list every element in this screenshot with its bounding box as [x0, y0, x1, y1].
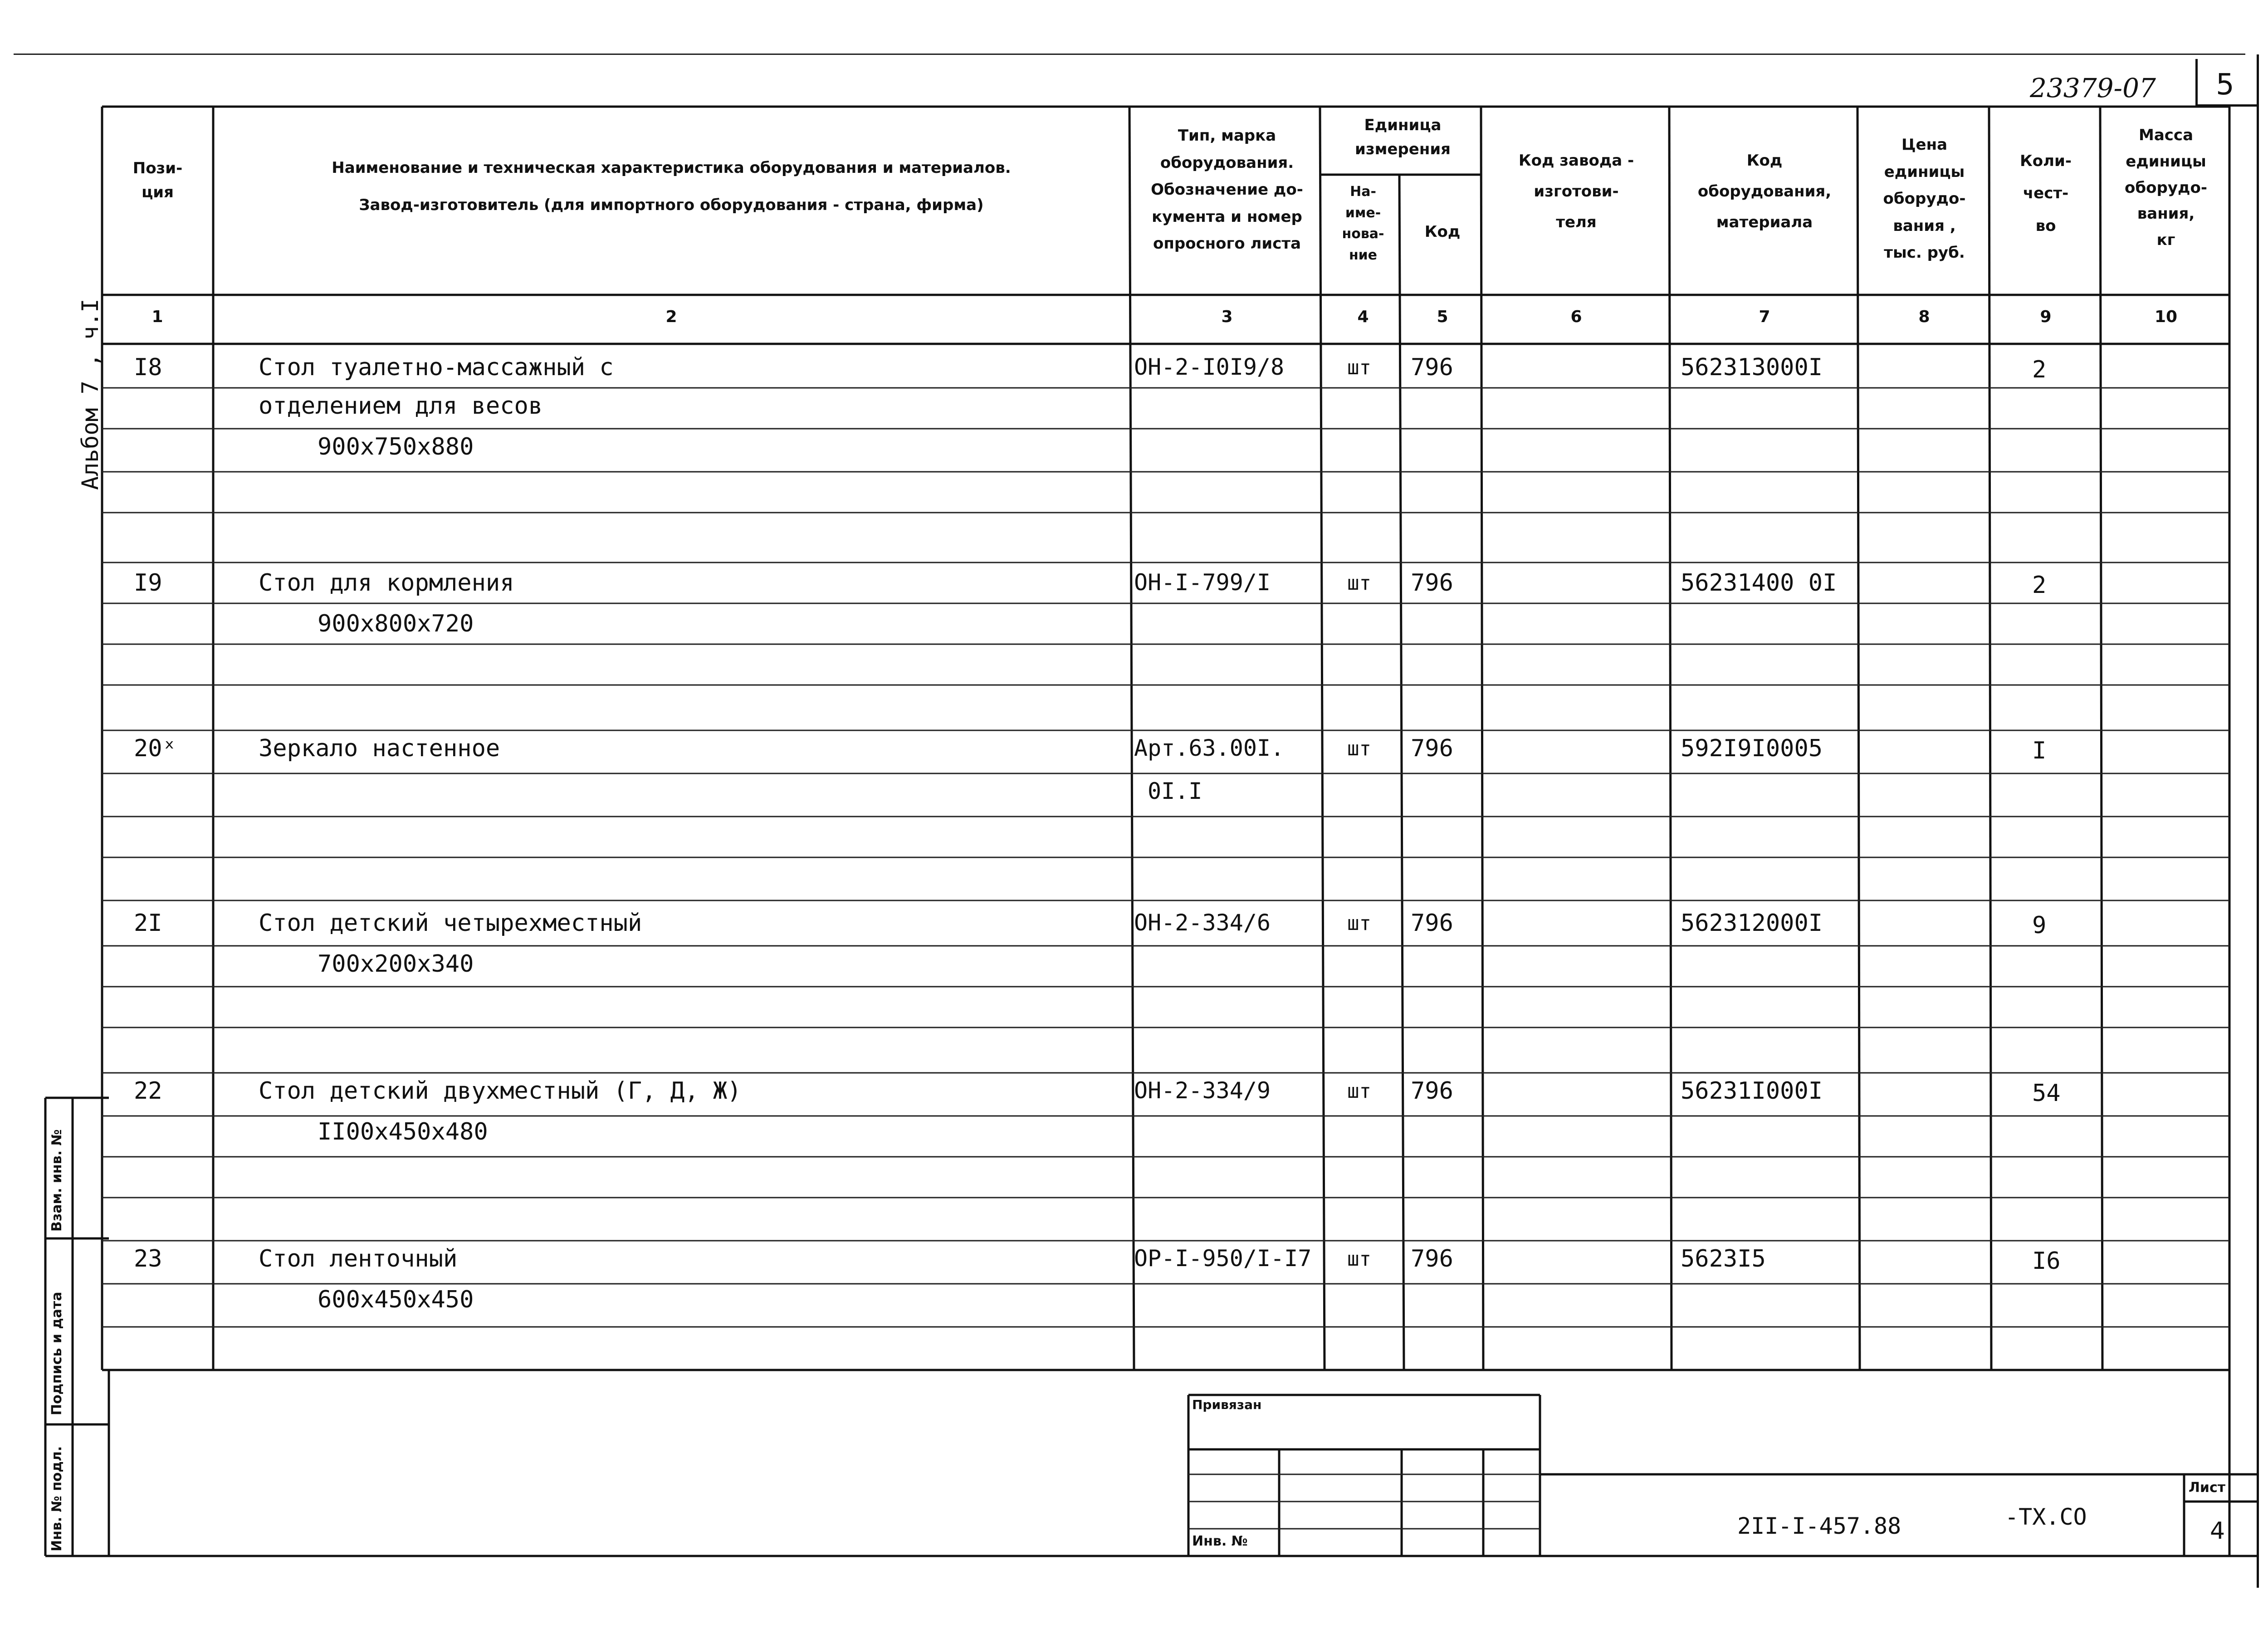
- item-position: 2I: [134, 910, 162, 937]
- item-position: 20ˣ: [134, 735, 176, 762]
- sheet-number: 4: [2210, 1517, 2225, 1545]
- column-number: 10: [2154, 308, 2178, 326]
- item-type: ОР-I-950/I-I7: [1134, 1245, 1312, 1272]
- unit-group-header: Единица измерения: [1355, 116, 1451, 158]
- item-name: Стол детский двухместный (Г, Д, Ж): [259, 1077, 742, 1105]
- column-number: 6: [1570, 308, 1582, 326]
- column-number: 7: [1759, 308, 1770, 326]
- item-unit-code: 796: [1411, 910, 1453, 937]
- binding-title: Привязан: [1192, 1397, 1262, 1412]
- item-type: ОН-2-I0I9/8: [1134, 354, 1285, 380]
- item-equipment-code: 562312000I: [1681, 910, 1823, 937]
- item-unit: шт: [1347, 572, 1371, 595]
- item-unit: шт: [1347, 737, 1371, 760]
- item-name: Стол для кормления: [259, 569, 514, 597]
- item-unit: шт: [1347, 912, 1371, 935]
- doc-suffix: -ТХ.СО: [2005, 1504, 2087, 1530]
- item-unit: шт: [1347, 1080, 1371, 1103]
- column-number: 3: [1221, 308, 1233, 326]
- column-number: 1: [152, 308, 163, 326]
- item-type-line2: 0I.I: [1148, 778, 1202, 804]
- item-unit: шт: [1347, 356, 1371, 379]
- col-header-2: Наименование и техническая характеристика оборудования и материалов. Завод-изготовитель (для импортного оборудования - страна, фирма): [332, 159, 1011, 214]
- item-dimensions: 900х800х720: [318, 610, 474, 637]
- item-quantity: 2: [2032, 572, 2047, 599]
- column-number: 4: [1357, 308, 1369, 326]
- item-position: I9: [134, 569, 162, 597]
- item-position: 22: [134, 1077, 162, 1105]
- item-equipment-code: 592I9I0005: [1681, 735, 1823, 762]
- col-header-6: Код завода - изготови- теля: [1518, 152, 1634, 231]
- doc-designation: 2II-I-457.88: [1737, 1513, 1901, 1539]
- col-header-10: Масса единицы оборудо- вания, кг: [2125, 126, 2207, 250]
- item-unit-code: 796: [1411, 569, 1453, 597]
- col-header-4: На- име- нова- ние: [1342, 184, 1384, 263]
- item-equipment-code: 5623I5: [1681, 1245, 1766, 1272]
- item-position: I8: [134, 354, 162, 381]
- col-header-3: Тип, марка оборудования. Обозначение до- кумента и номер опросного листа: [1151, 127, 1303, 253]
- col-header-9: Коли- чест- во: [2020, 152, 2072, 235]
- item-name: Стол детский четырехместный: [259, 910, 642, 937]
- item-quantity: 2: [2032, 356, 2047, 383]
- item-unit-code: 796: [1411, 1077, 1453, 1105]
- stamp-inv-podl: Инв. № подл.: [49, 1446, 65, 1551]
- item-quantity: 9: [2032, 912, 2047, 939]
- item-type: ОН-I-799/I: [1134, 569, 1271, 596]
- item-type: Арт.63.00I.: [1134, 735, 1285, 761]
- item-unit-code: 796: [1411, 1245, 1453, 1272]
- col-header-1: Пози- ция: [132, 159, 183, 201]
- col-header-7: Код оборудования, материала: [1697, 152, 1832, 231]
- column-number: 5: [1437, 308, 1448, 326]
- item-type: ОН-2-334/6: [1134, 910, 1271, 936]
- column-number: 8: [1918, 308, 1930, 326]
- item-name-line2: отделением для весов: [259, 392, 543, 420]
- item-position: 23: [134, 1245, 162, 1272]
- item-equipment-code: 56231I000I: [1681, 1077, 1823, 1105]
- item-quantity: I6: [2032, 1248, 2061, 1275]
- item-dimensions: II00х450х480: [318, 1118, 488, 1145]
- item-dimensions: 600х450х450: [318, 1286, 474, 1313]
- item-unit-code: 796: [1411, 354, 1453, 381]
- page-number: 5: [2216, 68, 2234, 102]
- binding-inv-label: Инв. №: [1192, 1533, 1248, 1549]
- item-dimensions: 900х750х880: [318, 433, 474, 460]
- col-header-8: Цена единицы оборудо- вания , тыс. руб.: [1883, 136, 1966, 262]
- item-unit-code: 796: [1411, 735, 1453, 762]
- sheet-label: Лист: [2189, 1480, 2226, 1496]
- stamp-podpis-data: Подпись и дата: [49, 1292, 65, 1415]
- item-quantity: I: [2032, 737, 2047, 764]
- item-name: Стол туалетно-массажный с: [259, 354, 614, 381]
- col-header-5: Код: [1424, 223, 1461, 241]
- item-quantity: 54: [2032, 1080, 2061, 1107]
- item-type: ОН-2-334/9: [1134, 1077, 1271, 1104]
- item-dimensions: 700х200х340: [318, 950, 474, 978]
- item-name: Стол ленточный: [259, 1245, 458, 1272]
- document-code: 23379-07: [2030, 73, 2156, 103]
- item-equipment-code: 56231400 0I: [1681, 569, 1837, 597]
- item-unit: шт: [1347, 1248, 1371, 1271]
- column-number: 2: [665, 308, 677, 326]
- stamp-vzam-inv: Взам. инв. №: [49, 1129, 65, 1232]
- item-name: Зеркало настенное: [259, 735, 500, 762]
- column-number: 9: [2040, 308, 2052, 326]
- item-equipment-code: 56231З000I: [1681, 354, 1823, 381]
- album-label: Альбом 7 , ч.I: [77, 298, 103, 490]
